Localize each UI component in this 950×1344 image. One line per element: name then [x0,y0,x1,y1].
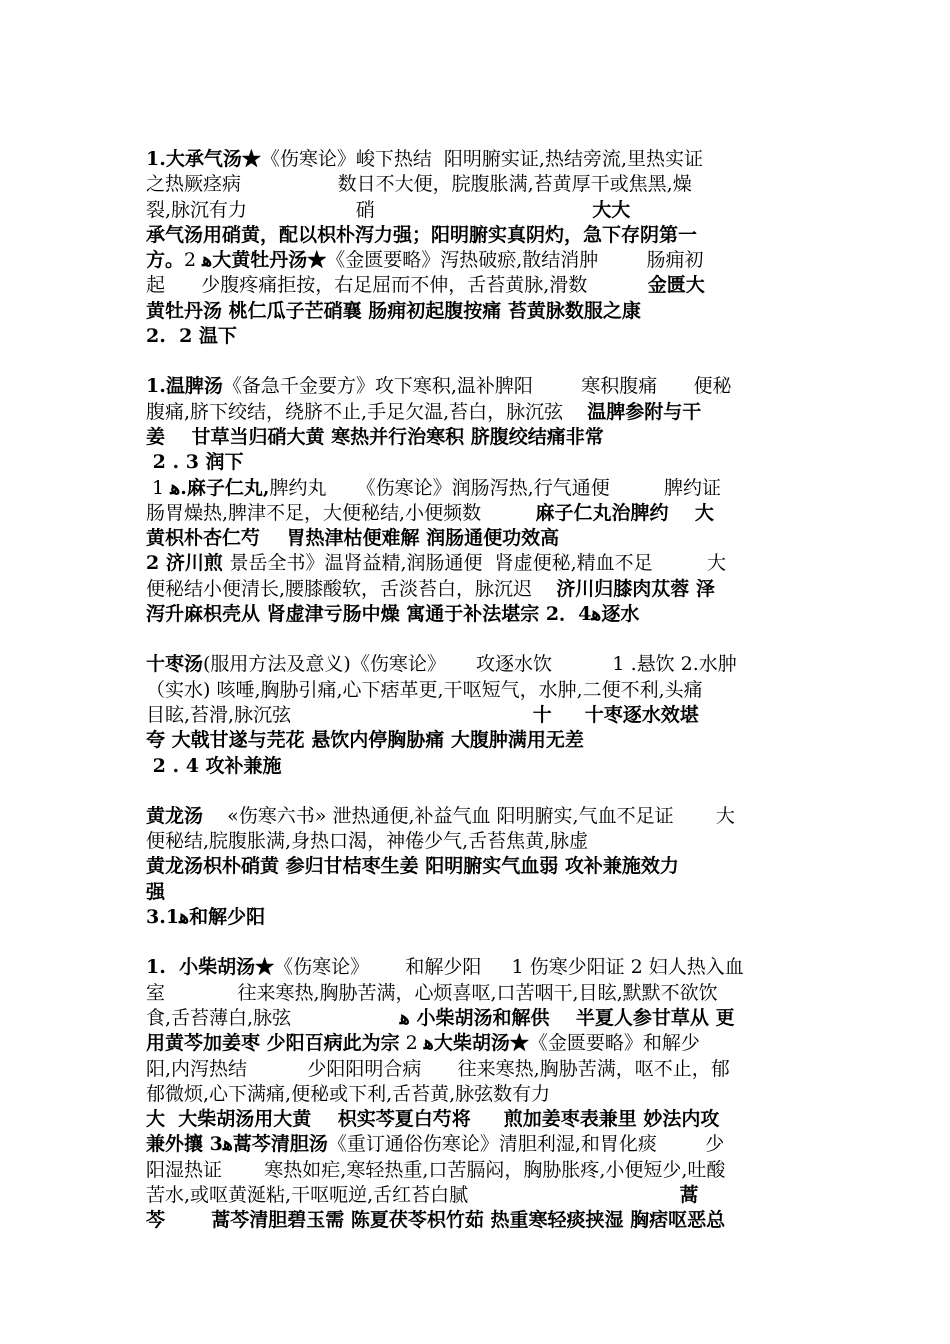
plain-text: 《金匮要略》和解少 [528,1032,700,1055]
plain-text: 食,舌苔薄白,脉弦 [146,1006,400,1029]
plain-text: 《备急千金要方》攻下寒积,温补脾阳 寒积腹痛 便秘 [222,375,732,398]
plain-text: 《伤寒论》 和解少阳 1 伤寒少阳证 2 妇人热入血 [274,956,744,979]
bold-text: 大 大柴胡汤用大黄 枳实芩夏白芍将 煎加姜枣表兼里 妙法内攻 [146,1108,720,1131]
plain-text: 便秘结,脘腹胀满,身热口渴，神倦少气,舌苔焦黄,脉虚 [146,830,589,853]
plain-text: （实水) 咳唾,胸胁引痛,心下痞革更,干呕短气，水肿,二便不利,头痛 [146,678,703,701]
bold-text: 黄龙汤 [146,804,204,827]
bold-text: 夸 大戟甘遂与芫花 悬饮内停胸胁痛 大腹肿满用无差 [146,729,584,752]
bold-text: 蒿 [679,1183,699,1206]
text-line [146,450,806,475]
text-line [146,551,806,576]
plain-text: 脾约丸 《伤寒论》润肠泻热,行气通便 脾约证 [269,476,722,499]
text-line [146,652,806,677]
bold-text: 大大 [592,198,631,221]
text-line [146,223,806,248]
text-line [146,678,806,703]
bold-text: 金匮大 [647,274,705,297]
paragraph-gap [146,930,806,955]
bold-text: 2 济川煎 [146,552,230,575]
text-line [146,526,806,551]
bold-text: 黄龙汤枳朴硝黄 参归甘桔枣生姜 阳明腑实气血弱 攻补兼施效力 [146,855,679,878]
text-line [146,905,806,930]
plain-text: 裂,脉沉有力 硝 [146,198,593,221]
plain-text: 起 少腹疼痛拒按，右足屈而不伸，舌苔黄脉,滑数 [146,274,648,297]
text-line [146,981,806,1006]
document-body [146,147,806,1234]
bold-text: 泻升麻枳壳从 肾虚津亏肠中燥 寓通于补法堪宗 2．4ﻫ逐水 [146,603,640,626]
bold-text: 1.温脾汤 [146,375,223,398]
bold-text: 用黄芩加姜枣 少阳百病此为宗 [146,1032,400,1055]
text-line [146,804,806,829]
bold-text: 3.1ﻫ和解少阳 [146,906,266,929]
text-line [146,1158,806,1183]
bold-text: 1.大承气汤★ [146,148,261,170]
text-line [146,1006,806,1031]
text-line [146,147,806,172]
text-line [146,602,806,627]
plain-text: 郁微烦,心下满痛,便秘或下利,舌苔黄,脉弦数有力 [146,1082,551,1105]
text-line [146,1057,806,1082]
text-line [146,880,806,905]
text-line [146,374,806,399]
plain-text: 肠胃燥热,脾津不足，大便秘结,小便频数 [146,501,536,524]
plain-text: 腹痛,脐下绞结，绕脐不止,手足欠温,苔白，脉沉弦 [146,400,588,423]
text-line [146,829,806,854]
text-line [146,1031,806,1056]
bold-text: ﻫ.麻子仁丸, [170,476,270,499]
bold-text: 芩 蒿芩清胆碧玉需 陈夏茯苓枳竹茹 热重寒轻痰挟湿 胸痞呕恶总 [146,1209,726,1232]
plain-text: «伤寒六书» 泄热通便,补益气血 阳明腑实,气血不足证 大 [203,804,735,827]
plain-text: 1 [146,476,171,499]
plain-text: 苦水,或呕黄涎粘,干呕呃逆,舌红苔白腻 [146,1183,680,1206]
text-line [146,172,806,197]
bold-text: ﻫ大柴胡汤★ [423,1032,529,1055]
plain-text: 《金匮要略》泻热破瘀,散结消肿 肠痈初 [326,249,704,272]
bold-text: 方。 [146,249,185,272]
plain-text: 2 [184,249,203,272]
text-line [146,198,806,223]
bold-text: 兼外攘 3ﻫ蒿芩清胆汤 [146,1133,328,1156]
paragraph-gap [146,627,806,652]
plain-text: 便秘结小便清长,腰膝酸软，舌淡苔白，脉沉迟 [146,577,557,600]
plain-text: 阳,内泻热结 少阳阳明合病 往来寒热,胸胁苦满，呕不止，郁 [146,1057,730,1080]
paragraph-gap [146,779,806,804]
text-line [146,1208,806,1233]
text-line [146,955,806,980]
bold-text: ﻫ大黄牡丹汤★ [202,249,327,272]
bold-text: 2 . 3 润下 [146,451,244,474]
bold-text: 2. 2 温下 [146,325,237,348]
plain-text: (服用方法及意义)《伤寒论》 攻逐水饮 1 .悬饮 2.水肿 [203,653,737,676]
text-line [146,400,806,425]
text-line [146,1132,806,1157]
text-line [146,854,806,879]
text-line [146,754,806,779]
plain-text: 《伤寒论》峻下热结 阳明腑实证,热结旁流,里热实证 [260,148,704,170]
bold-text: 强 [146,880,166,903]
bold-text: 1. 小柴胡汤★ [146,956,275,979]
plain-text: 目眩,苔滑,脉沉弦 [146,703,533,726]
text-line [146,1183,806,1208]
text-line [146,1082,806,1107]
plain-text: 阳湿热证 寒热如疟,寒轻热重,口苦膈闷，胸胁胀疼,小便短少,吐酸 [146,1158,726,1181]
plain-text: 2 [399,1032,424,1055]
bold-text: 温脾参附与干 [587,400,702,423]
bold-text: 麻子仁丸治脾约 大 [535,501,714,524]
text-line [146,703,806,728]
text-line [146,324,806,349]
text-line [146,501,806,526]
bold-text: 十 十枣逐水效堪 [532,703,699,726]
text-line [146,248,806,273]
bold-text: 姜 甘草当归硝大黄 寒热并行治寒积 脐腹绞结痛非常 [146,425,604,448]
bold-text: 黄牡丹汤 桃仁瓜子芒硝襄 肠痈初起腹按痛 苔黄脉数服之康 [146,299,641,322]
text-line [146,476,806,501]
text-line [146,728,806,753]
plain-text: 《重订通俗伤寒论》清胆利湿,和胃化痰 少 [327,1133,725,1156]
text-line [146,1107,806,1132]
bold-text: 承气汤用硝黄，配以枳朴泻力强；阳明腑实真阴灼，急下存阴第一 [146,223,698,246]
bold-text: 2 . 4 攻补兼施 [146,754,282,777]
bold-text: ﻫ 小柴胡汤和解供 半夏人参甘草从 更 [399,1006,735,1029]
plain-text: 室 往来寒热,胸胁苦满，心烦喜呕,口苦咽干,目眩,默默不欲饮 [146,981,718,1004]
bold-text: 济川归膝肉苁蓉 泽 [556,577,715,600]
plain-text: 之热厥痉病 数日不大便，脘腹胀满,苔黄厚干或焦黑,燥 [146,173,692,196]
bold-text: 黄枳朴杏仁芍 胃热津枯便难解 润肠通便功效高 [146,527,560,550]
paragraph-gap [146,349,806,374]
text-line [146,273,806,298]
text-line [146,425,806,450]
text-line [146,299,806,324]
plain-text: 景岳全书》温肾益精,润肠通便 肾虚便秘,精血不足 大 [229,552,726,575]
bold-text: 十枣汤 [146,653,204,676]
text-line [146,577,806,602]
